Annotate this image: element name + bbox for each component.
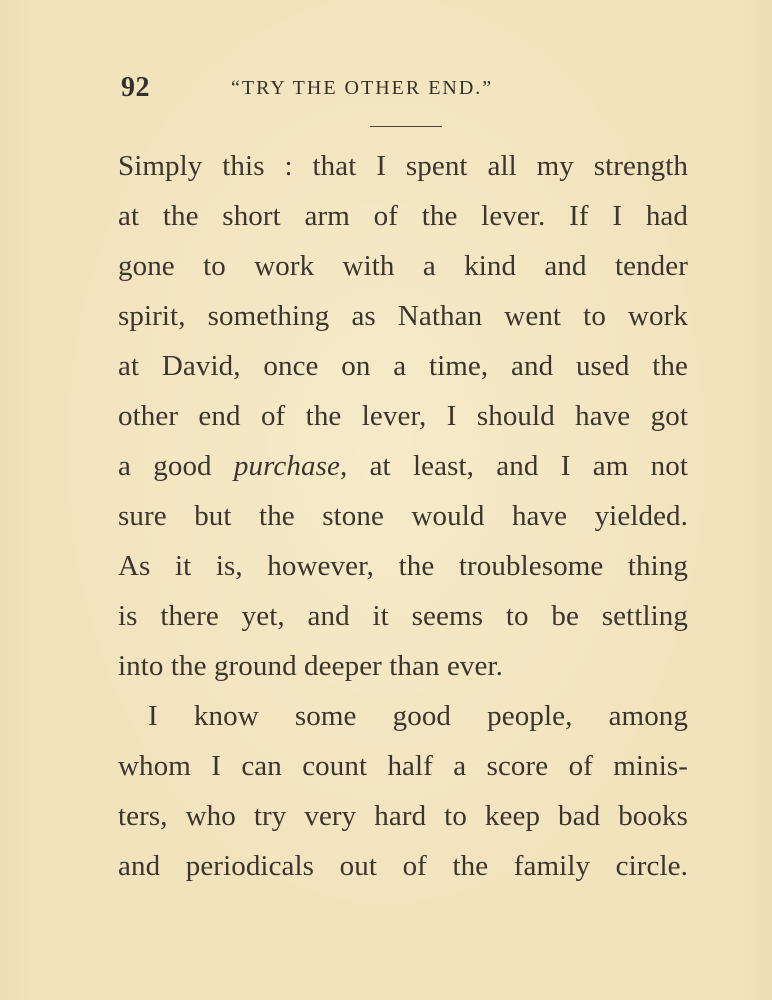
text-line: Simply this : that I spent all my strength (118, 150, 688, 182)
running-head: “TRY THE OTHER END.” (231, 77, 494, 99)
text-line: at the short arm of the lever. If I had (118, 200, 688, 232)
text-line: As it is, however, the troublesome thing (118, 550, 688, 582)
text-line (118, 441, 688, 491)
text-fragment: a good (118, 450, 234, 482)
emphasized-word: purchase, (233, 450, 348, 482)
paragraph-first-line: I know some good people, among (148, 700, 688, 732)
text-line: spirit, something as Nathan went to work (118, 300, 688, 332)
text-line: is there yet, and it seems to be settling (118, 600, 688, 632)
text-line: whom I can count half a score of minis- (118, 750, 688, 782)
page-header (118, 72, 588, 112)
text-fragment: at least, and I am not (347, 450, 688, 482)
page-number: 92 (121, 72, 150, 103)
text-line: into the ground deeper than ever. (118, 650, 504, 682)
text-line: sure but the stone would have yielded. (118, 500, 688, 532)
text-line: gone to work with a kind and tender (118, 250, 688, 282)
text-line: other end of the lever, I should have got (118, 400, 688, 432)
text-line: ters, who try very hard to keep bad books (118, 800, 688, 832)
body-text (118, 141, 688, 891)
header-rule (370, 126, 442, 127)
text-line: and periodicals out of the family circle. (118, 850, 688, 882)
text-line: at David, once on a time, and used the (118, 350, 688, 382)
